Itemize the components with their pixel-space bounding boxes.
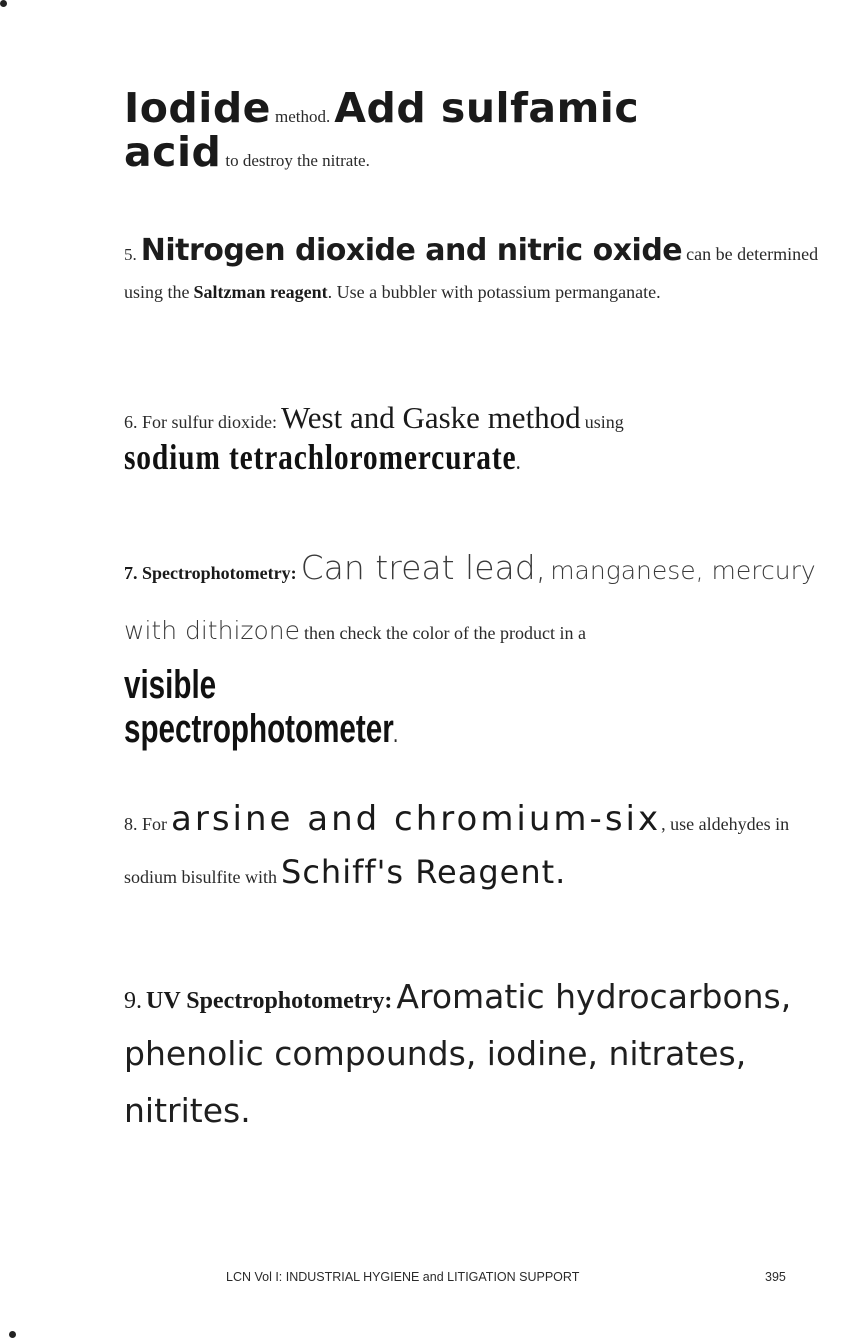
add-sulfamic-phrase: Add sulfamic <box>334 84 640 132</box>
tetrachloromercurate-period: . <box>516 453 521 473</box>
saltzman-reagent: Saltzman reagent <box>193 282 328 302</box>
scan-speck-top-left <box>0 0 7 7</box>
uv-spectrophotometry-paragraph <box>124 972 824 1143</box>
iodide-word: Iodide <box>124 84 271 132</box>
spectrophotometry-paragraph <box>124 540 824 766</box>
spectrophotometry-lead: 7. Spectrophotometry: <box>124 563 297 583</box>
schiffs-reagent: Schiff's Reagent <box>281 853 556 891</box>
iodide-line-1 <box>124 84 824 132</box>
dithizone-text: manganese, mercury with dithizone <box>124 556 816 645</box>
method-word: method. <box>274 107 331 126</box>
tetrachloromercurate-line <box>124 436 521 478</box>
spectrophotometer-period: . <box>393 726 398 746</box>
iodide-line-2 <box>124 128 824 176</box>
scan-speck-bottom-left <box>9 1331 16 1338</box>
uv-spectrophotometry-lead: UV Spectrophotometry: <box>146 988 393 1014</box>
schiffs-period: . <box>555 853 567 891</box>
tetrachloromercurate-reagent: sodium tetrachloromercurate <box>124 437 517 477</box>
sulfur-dioxide-lead: 6. For sulfur dioxide: <box>124 412 277 432</box>
item-number-9: 9. <box>124 988 142 1014</box>
check-color-text: then check the color of the product in a <box>304 623 586 643</box>
destroy-nitrate-text: to destroy the nitrate. <box>225 151 370 170</box>
using-word: using <box>584 412 624 432</box>
can-treat-lead-text: Can treat lead, <box>300 548 547 587</box>
item-number-5: 5. <box>124 245 137 264</box>
aldehydes-text: , use aldehydes in sodium bisulfite with <box>124 814 790 887</box>
nitrogen-oxides-heading: Nitrogen dioxide and nitric oxide <box>140 233 683 268</box>
spectrophotometer-word: spectrophotometer <box>124 707 394 751</box>
nitrogen-text-1: can be determined using the <box>124 244 819 302</box>
arsine-lead: 8. For <box>124 814 168 834</box>
acid-word: acid <box>124 128 222 176</box>
sulfur-dioxide-paragraph <box>124 400 824 478</box>
visible-word: visible <box>124 663 217 707</box>
arsine-chromium-text: arsine and chromium-six <box>171 799 662 839</box>
uv-compound-list: Aromatic hydrocarbons, phenolic compounds, iodine, nitrates, nitrites. <box>124 977 792 1130</box>
west-gaske-method: West and Gaske method <box>281 400 581 435</box>
arsine-paragraph <box>124 796 824 902</box>
running-footer: LCN Vol I: INDUSTRIAL HYGIENE and LITIGATION SUPPORT <box>226 1270 580 1284</box>
sulfur-dioxide-line-1 <box>124 400 824 436</box>
spectrophotometer-group <box>124 663 397 758</box>
page-number: 395 <box>765 1270 786 1284</box>
nitrogen-dioxide-paragraph <box>124 232 824 312</box>
iodide-paragraph <box>124 84 824 176</box>
nitrogen-text-2: . Use a bubbler with potassium permanganate. <box>327 282 661 302</box>
